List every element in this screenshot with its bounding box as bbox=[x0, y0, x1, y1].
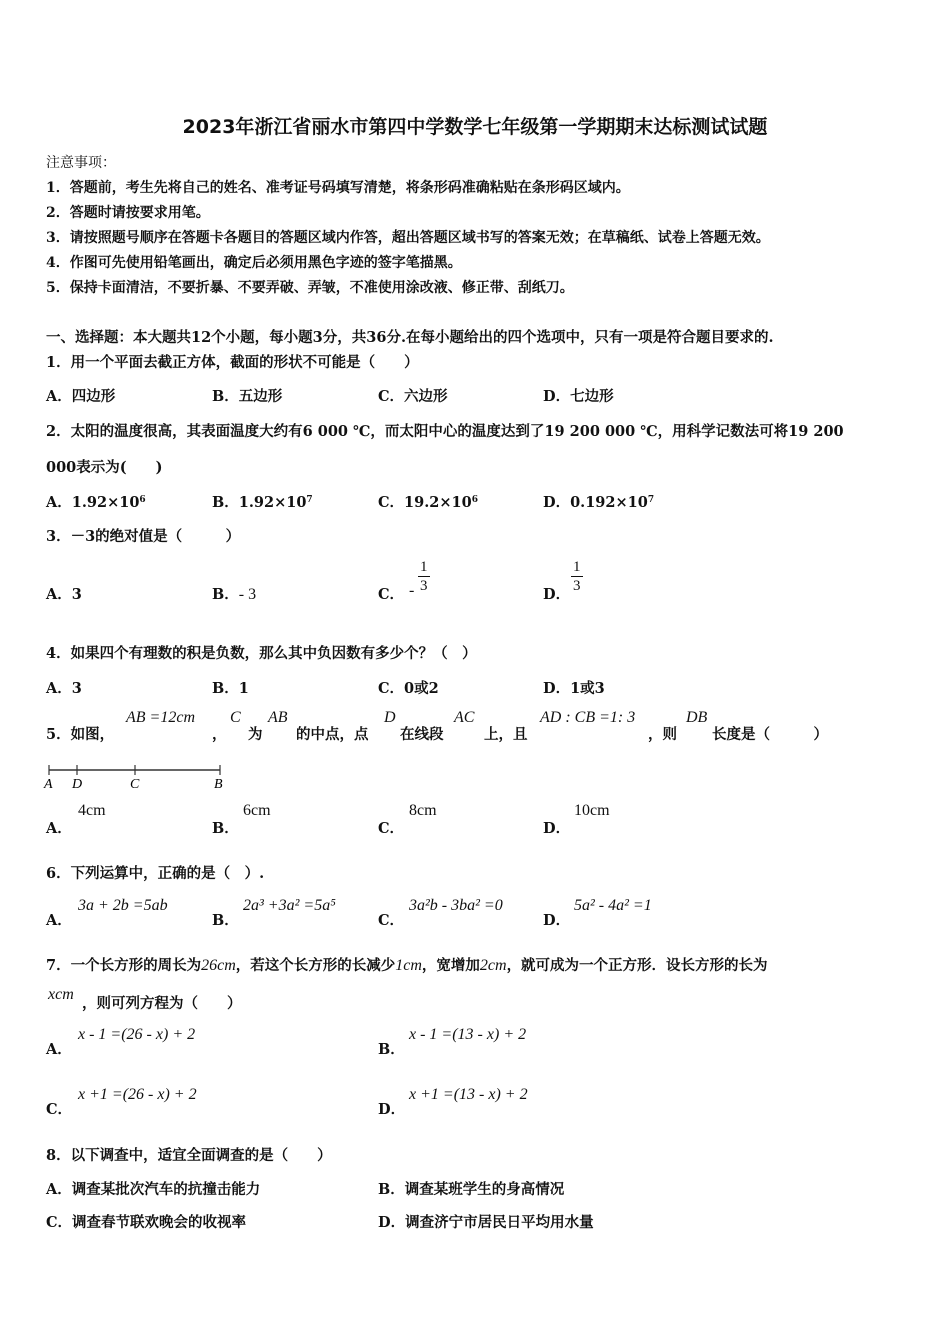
q5-segment-ab: AB bbox=[268, 709, 288, 726]
q2-option-d: D．$0.192\times 10^7$ bbox=[543, 494, 655, 511]
label-c: C bbox=[130, 777, 140, 792]
label-a: A bbox=[44, 777, 53, 792]
q3-option-d-fraction: $\frac{1}{3}$ bbox=[573, 559, 581, 594]
q8-option-b: B．调查某班学生的身高情况 bbox=[378, 1181, 565, 1198]
q6-option-c-label: C． bbox=[378, 912, 405, 929]
q5-shang: 上，且 bbox=[484, 726, 528, 743]
q5-option-d-value: 10cm bbox=[574, 802, 610, 819]
q5-figure bbox=[40, 760, 240, 796]
notice-item-5: 5．保持卡面清洁，不要折暴、不要弄破、弄皱，不准使用涂改液、修正带、刮纸刀。 bbox=[46, 280, 574, 296]
q2-option-a: A．$1.92\times 10^6$ bbox=[46, 494, 146, 511]
q8-option-c: C．调查春节联欢晚会的收视率 bbox=[46, 1214, 247, 1231]
q7-option-d-expr: x +1 =(13 - x) + 2 bbox=[409, 1086, 528, 1103]
q5-segment-db: DB bbox=[686, 709, 708, 726]
q7-option-a-label: A． bbox=[46, 1041, 72, 1058]
q4-option-a: A．3 bbox=[46, 680, 82, 697]
q5-tail: 长度是（ ） bbox=[712, 726, 828, 743]
q2-stem-line1: 2．太阳的温度很高，其表面温度大约有6 000 ℃，而太阳中心的温度达到了19 200 000 ℃，用科学记数法可将19 200 bbox=[46, 423, 844, 440]
q5-segment-ac: AC bbox=[454, 709, 475, 726]
q3-option-a: A．3 bbox=[46, 586, 82, 603]
q6-option-a-expr: 3a + 2b =5ab bbox=[78, 897, 168, 914]
q5-prefix: 5．如图， bbox=[46, 726, 115, 743]
q5-option-c-value: 8cm bbox=[409, 802, 437, 819]
q7-option-a-expr: x - 1 =(26 - x) + 2 bbox=[78, 1026, 196, 1043]
q5-wei: 为 bbox=[248, 726, 263, 743]
q5-option-b-value: 6cm bbox=[243, 802, 271, 819]
q4-option-d: D．1或3 bbox=[543, 680, 605, 697]
q7-option-c-label: C． bbox=[46, 1101, 73, 1118]
q6-option-d-label: D． bbox=[543, 912, 571, 929]
q6-option-a-label: A． bbox=[46, 912, 72, 929]
q4-stem: 4．如果四个有理数的积是负数，那么其中负因数有多少个？（ ） bbox=[46, 645, 477, 662]
q2-option-c: C．$19.2\times 10^6$ bbox=[378, 494, 478, 511]
q5-comma: ， bbox=[212, 726, 227, 743]
notice-heading: 注意事项： bbox=[46, 155, 116, 171]
q2-option-b: B．$1.92\times 10^7$ bbox=[212, 494, 313, 511]
q3-option-c-fraction: $\frac{1}{3}$ bbox=[420, 559, 428, 594]
q3-option-d-label: D． bbox=[543, 586, 571, 603]
notice-item-3: 3．请按照题号顺序在答题卡各题目的答题区域内作答，超出答题区域书写的答案无效；在草稿纸、试卷上答题无效。 bbox=[46, 230, 770, 246]
q6-stem: 6．下列运算中，正确的是（ ）. bbox=[46, 865, 265, 882]
q3-stem: 3．－3的绝对值是（ ） bbox=[46, 528, 241, 545]
q6-option-b-expr: 2a³ +3a² =5a⁵ bbox=[243, 897, 336, 914]
q5-point-d: D bbox=[384, 709, 396, 726]
q6-option-d-expr: 5a² - 4a² =1 bbox=[574, 897, 652, 914]
label-b: B bbox=[214, 777, 223, 792]
q7-option-b-expr: x - 1 =(13 - x) + 2 bbox=[409, 1026, 527, 1043]
q5-option-a-value: 4cm bbox=[78, 802, 106, 819]
q7-option-c-expr: x +1 =(26 - x) + 2 bbox=[78, 1086, 197, 1103]
q1-option-a: A．四边形 bbox=[46, 388, 116, 405]
q5-option-b-label: B． bbox=[212, 820, 239, 837]
q5-midpoint-text: 的中点，点 bbox=[296, 726, 369, 743]
notice-item-2: 2．答题时请按要求用笔。 bbox=[46, 205, 210, 221]
notice-item-4: 4．作图可先使用铅笔画出，确定后必须用黑色字迹的签字笔描黑。 bbox=[46, 255, 462, 271]
q4-option-b: B．1 bbox=[212, 680, 249, 697]
q5-option-a-label: A． bbox=[46, 820, 72, 837]
q8-option-d: D．调查济宁市居民日平均用水量 bbox=[378, 1214, 594, 1231]
q5-on-segment: 在线段 bbox=[400, 726, 444, 743]
q7-option-b-label: B． bbox=[378, 1041, 405, 1058]
label-d: D bbox=[72, 777, 83, 792]
q1-option-c: C．六边形 bbox=[378, 388, 448, 405]
q5-point-c: C bbox=[230, 709, 241, 726]
q6-option-b-label: B． bbox=[212, 912, 239, 929]
q7-stem-line1: 7．一个长方形的周长为26cm，若这个长方形的长减少1cm，宽增加2cm，就可成为一个正方形．设长方形的长为 bbox=[46, 957, 768, 974]
q1-option-d: D．七边形 bbox=[543, 388, 614, 405]
q5-ratio: AD : CB =1: 3 bbox=[540, 709, 636, 726]
q7-variable: xcm bbox=[48, 986, 74, 1003]
q1-stem: 1．用一个平面去截正方体，截面的形状不可能是（ ） bbox=[46, 354, 419, 371]
section-heading: 一、选择题：本大题共12个小题，每小题3分，共36分.在每小题给出的四个选项中，只有一项是符合题目要求的. bbox=[46, 329, 774, 346]
q5-ab-length: AB =12cm bbox=[126, 709, 195, 726]
q3-option-c-sign: - bbox=[409, 582, 415, 599]
q7-stem-line2: ，则可列方程为（ ） bbox=[82, 995, 242, 1012]
q6-option-c-expr: 3a²b - 3ba² =0 bbox=[409, 897, 503, 914]
q5-option-c-label: C． bbox=[378, 820, 405, 837]
q1-option-b: B．五边形 bbox=[212, 388, 283, 405]
q5-option-d-label: D． bbox=[543, 820, 571, 837]
q4-option-c: C．0或2 bbox=[378, 680, 439, 697]
q2-stem-line2: 000表示为( ) bbox=[46, 459, 163, 476]
q3-option-b: B．- 3 bbox=[212, 586, 257, 603]
q3-option-c-label: C． bbox=[378, 586, 405, 603]
q7-option-d-label: D． bbox=[378, 1101, 406, 1118]
q8-option-a: A．调查某批次汽车的抗撞击能力 bbox=[46, 1181, 261, 1198]
q5-ze: ，则 bbox=[648, 726, 677, 743]
q8-stem: 8．以下调查中，适宜全面调查的是（ ） bbox=[46, 1147, 332, 1164]
page-title: 2023年浙江省丽水市第四中学数学七年级第一学期期末达标测试试题 bbox=[182, 116, 768, 138]
notice-item-1: 1．答题前，考生先将自己的姓名、准考证号码填写清楚，将条形码准确粘贴在条形码区域内。 bbox=[46, 180, 630, 196]
